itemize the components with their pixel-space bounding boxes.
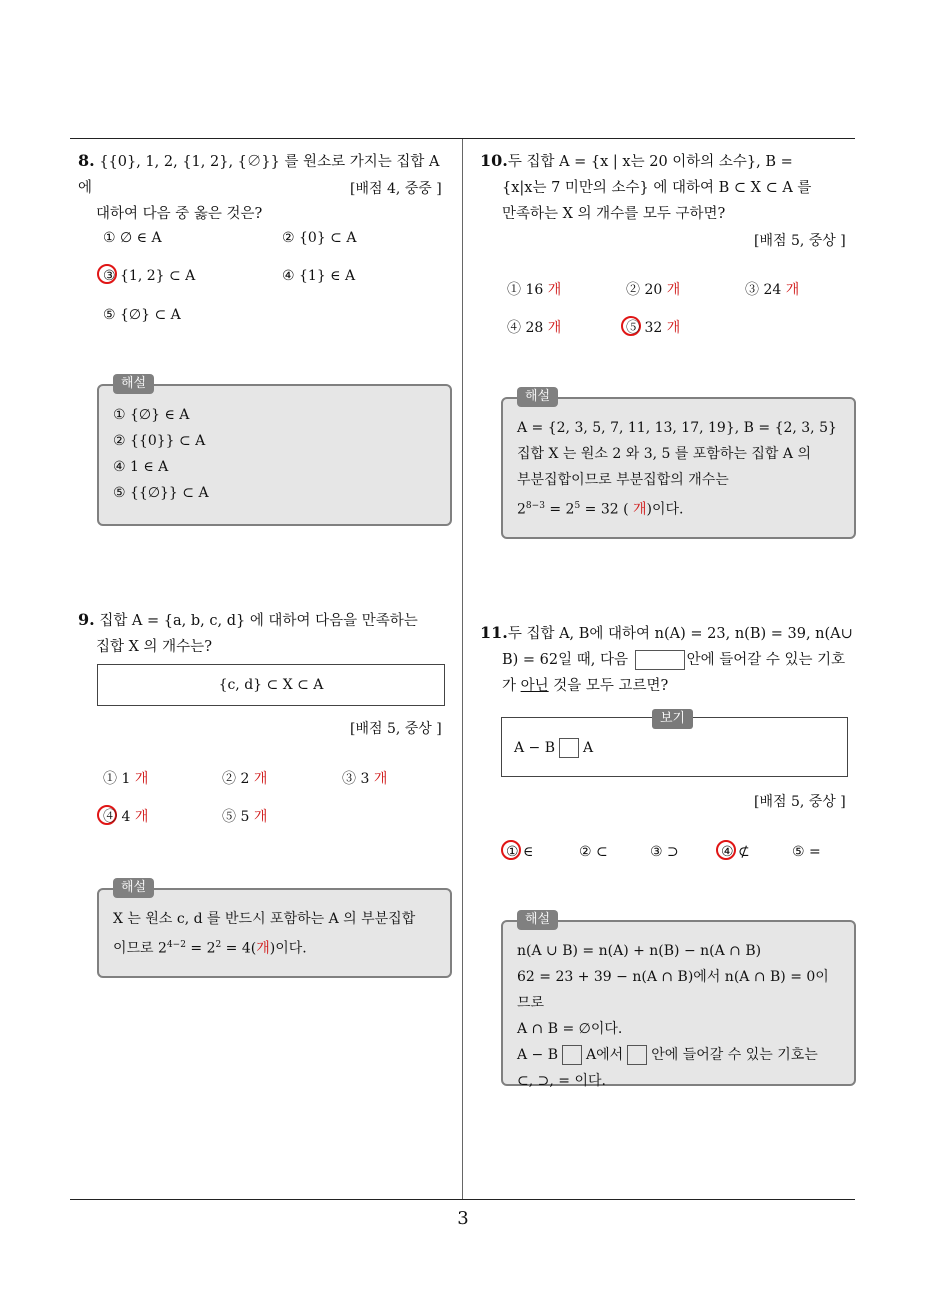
solution-line: ② {{0}} ⊂ A [113, 433, 206, 449]
solution-box-11 [501, 912, 856, 1089]
solution-box-9 [97, 880, 452, 978]
solution-line: A − B A에서 안에 들어갈 수 있는 기호는 [517, 1047, 818, 1063]
blank-box [635, 650, 685, 670]
solution-box-8 [97, 376, 452, 526]
choice-4[interactable] [507, 318, 561, 338]
solution-line: 부분집합이므로 부분집합의 개수는 [517, 472, 729, 488]
choice-3[interactable]: ③ ⊃ [650, 844, 679, 860]
question-text: {{0}, 1, 2, {1, 2}, {∅}} 를 원소로 가지는 집합 A 에 [78, 154, 440, 196]
choice-5[interactable] [222, 807, 267, 827]
question-text: 가 아닌 것을 모두 고르면? [502, 678, 669, 694]
choice-3[interactable] [342, 769, 387, 789]
choice-label: ③ 24 [745, 282, 782, 298]
choice-label: ⑤ 5 [222, 809, 250, 825]
blank-box [559, 738, 579, 758]
solution-tag: 해설 [517, 910, 558, 930]
choice-2[interactable]: ② {0} ⊂ A [282, 230, 357, 246]
choice-5[interactable]: ⑤ {∅} ⊂ A [103, 307, 181, 323]
column-divider [462, 139, 463, 1199]
choice-label: ③ 3 [342, 771, 370, 787]
question-11 [480, 620, 860, 699]
choice-2[interactable] [626, 280, 680, 300]
choice-1[interactable]: ① ∅ ∈ A [103, 230, 162, 246]
choice-5[interactable] [626, 318, 680, 338]
choice-label: ④ 28 [507, 320, 544, 336]
choice-3[interactable]: ③ {1, 2} ⊂ A [103, 268, 196, 284]
choice-label: ④ 4 [103, 809, 131, 825]
question-text: 집합 A = {a, b, c, d} 에 대하여 다음을 만족하는 [99, 613, 418, 629]
bogi-tag: 보기 [652, 709, 693, 729]
page-number: 3 [457, 1208, 469, 1229]
bogi-box [501, 711, 848, 777]
choice-1[interactable] [103, 769, 148, 789]
choice-unit: 개 [134, 771, 149, 787]
solution-line: n(A ∪ B) = n(A) + n(B) − n(A ∩ B) [517, 943, 762, 959]
choice-unit: 개 [373, 771, 388, 787]
choice-4[interactable] [103, 807, 148, 827]
choice-label: ⑤ 32 [626, 320, 663, 336]
question-text: 두 집합 A, B에 대하여 n(A) = 23, n(B) = 39, n(A∪ [507, 626, 853, 642]
choice-1[interactable]: ① ∈ [506, 844, 534, 860]
solution-tag: 해설 [113, 878, 154, 898]
score-meta: [배점 4, 중중 ] [350, 181, 442, 197]
choice-unit: 개 [253, 809, 268, 825]
question-number: 8. [78, 151, 95, 170]
question-text: 만족하는 X 의 개수를 모두 구하면? [502, 206, 726, 222]
condition-box [97, 664, 445, 706]
question-text: 두 집합 A = {x | x는 20 이하의 소수}, B = [507, 154, 793, 170]
solution-tag: 해설 [517, 387, 558, 407]
solution-line: A ∩ B = ∅이다. [517, 1021, 623, 1037]
choice-label: ① 16 [507, 282, 544, 298]
solution-line: ⊂, ⊃, = 이다. [517, 1073, 606, 1089]
solution-line: ⑤ {{∅}} ⊂ A [113, 485, 209, 501]
choice-4[interactable]: ④ {1} ∈ A [282, 268, 356, 284]
choice-unit: 개 [134, 809, 149, 825]
choice-label: ② 2 [222, 771, 250, 787]
choice-unit: 개 [547, 282, 562, 298]
condition-text: {c, d} ⊂ X ⊂ A [218, 677, 324, 693]
solution-line: 집합 X 는 원소 2 와 3, 5 를 포함하는 집합 A 의 [517, 446, 811, 462]
question-text: B) = 62일 때, 다음 안에 들어갈 수 있는 기호 [502, 652, 846, 668]
question-text: 집합 X 의 개수는? [96, 639, 212, 655]
choice-unit: 개 [785, 282, 800, 298]
score-meta: [배점 5, 중상 ] [350, 721, 442, 737]
solution-line: 62 = 23 + 39 − n(A ∩ B)에서 n(A ∩ B) = 0이므로 [517, 969, 829, 1011]
score-meta: [배점 5, 중상 ] [754, 794, 846, 810]
solution-line: 이므로 $2^{4-2} = 2^2 = 4$(개)이다. [113, 940, 307, 957]
bottom-rule [70, 1199, 855, 1200]
choice-4[interactable]: ④ ⊄ [721, 844, 750, 860]
choice-unit: 개 [253, 771, 268, 787]
question-number: 10. [480, 151, 508, 170]
choice-3[interactable] [745, 280, 799, 300]
choice-1[interactable] [507, 280, 561, 300]
choice-5[interactable]: ⑤ = [792, 844, 821, 860]
blank-box [562, 1045, 582, 1065]
score-meta: [배점 5, 중상 ] [754, 233, 846, 249]
solution-line: ① {∅} ∈ A [113, 407, 190, 423]
question-10 [480, 148, 860, 227]
question-9 [78, 607, 458, 660]
solution-line: A = {2, 3, 5, 7, 11, 13, 17, 19}, B = {2, 3, 5} [517, 420, 837, 436]
question-text: 대하여 다음 중 옳은 것은? [96, 206, 263, 222]
solution-tag: 해설 [113, 374, 154, 394]
question-text: {x|x는 7 미만의 소수} 에 대하여 B ⊂ X ⊂ A 를 [502, 180, 812, 196]
choice-2[interactable]: ② ⊂ [579, 844, 608, 860]
choice-2[interactable] [222, 769, 267, 789]
question-number: 9. [78, 610, 95, 629]
bogi-expression: A − B A [514, 740, 594, 756]
choice-label: ① 1 [103, 771, 131, 787]
solution-box-10 [501, 389, 856, 539]
choice-label: ② 20 [626, 282, 663, 298]
choice-unit: 개 [666, 282, 681, 298]
blank-box [627, 1045, 647, 1065]
question-number: 11. [480, 623, 508, 642]
solution-line: ④ 1 ∈ A [113, 459, 169, 475]
choice-unit: 개 [666, 320, 681, 336]
solution-line: $2^{8-3} = 2^5 = 32$ ( 개)이다. [517, 501, 684, 518]
choice-unit: 개 [547, 320, 562, 336]
solution-line: X 는 원소 c, d 를 반드시 포함하는 A 의 부분집합 [113, 911, 416, 927]
